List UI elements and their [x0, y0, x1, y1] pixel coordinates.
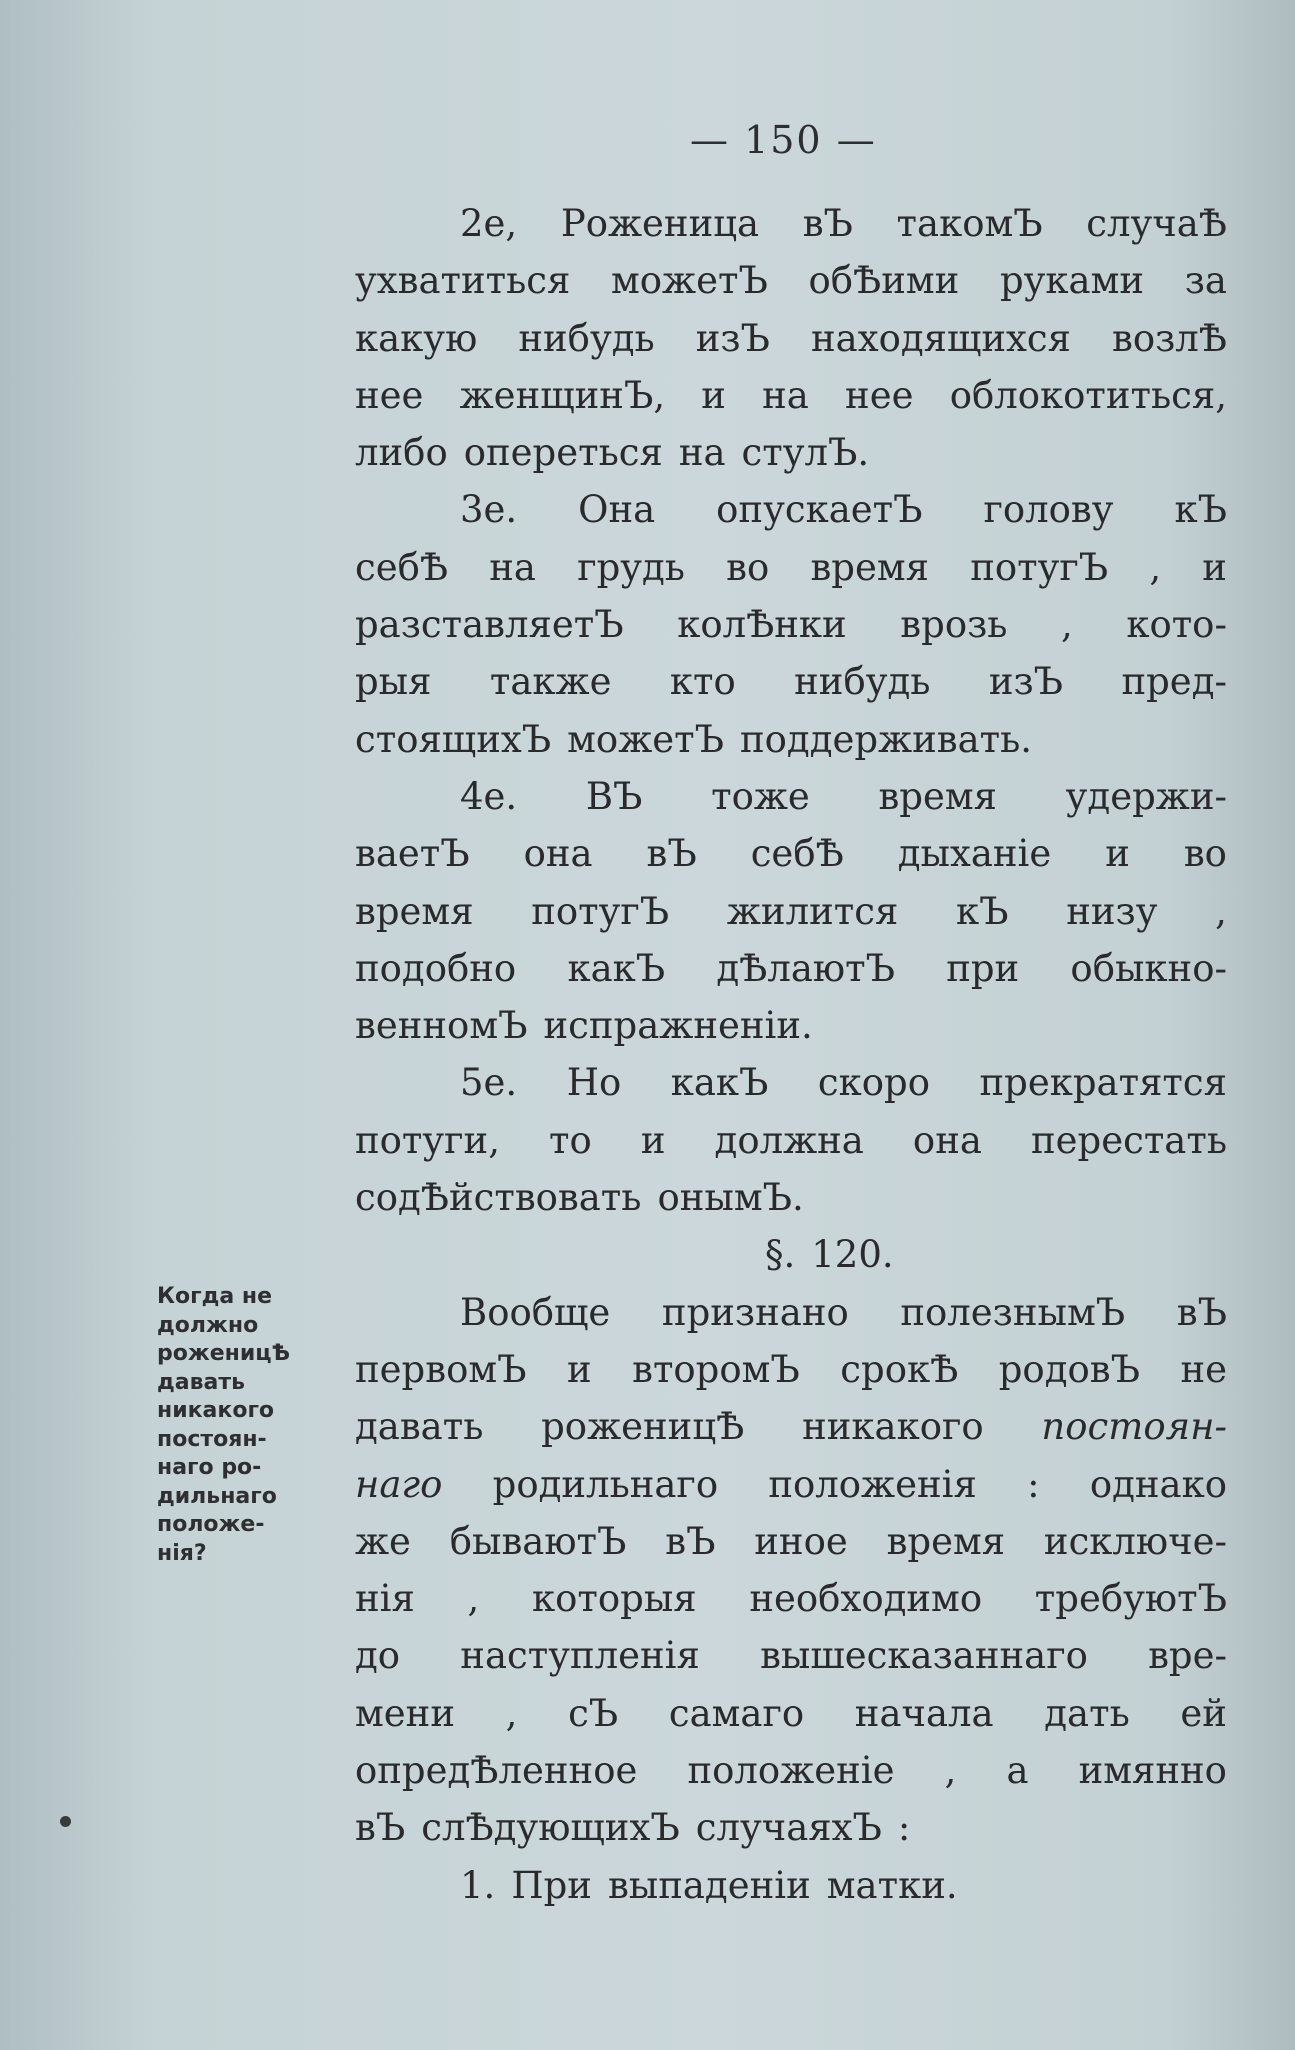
word: дать — [1044, 1691, 1130, 1735]
word: родильнаго — [492, 1462, 719, 1506]
word: испражненіи. — [543, 1004, 813, 1048]
word: какЪ — [670, 1061, 769, 1105]
word: на — [678, 431, 726, 475]
word: рыя — [355, 660, 432, 704]
word: , — [1149, 545, 1162, 589]
word: 120. — [811, 1233, 894, 1277]
text-line — [355, 883, 1227, 940]
marginal-note-line: должно — [157, 1312, 259, 1338]
word: кЪ — [1174, 488, 1227, 532]
word: слѢдующихЪ — [421, 1806, 680, 1850]
word: удержи- — [1065, 774, 1227, 818]
text-line — [355, 1169, 1227, 1226]
word: начала — [854, 1691, 994, 1735]
word: вЪ — [802, 202, 853, 245]
text-line — [355, 367, 1227, 424]
text-line — [355, 768, 1227, 825]
word: требуютЪ — [1034, 1577, 1227, 1621]
word: же — [355, 1519, 411, 1563]
word: онымЪ. — [657, 1176, 804, 1220]
word: перестать — [1030, 1118, 1227, 1162]
marginal-note-line: дильнаго — [157, 1483, 277, 1509]
word: на — [762, 373, 809, 417]
marginal-note-line: нія? — [157, 1540, 207, 1566]
word: вЪ — [355, 1806, 406, 1850]
word: никакого — [802, 1405, 984, 1449]
word: , — [467, 1577, 480, 1621]
word: такомЪ — [896, 202, 1043, 245]
word: необходимо — [749, 1577, 983, 1621]
word: вЪ — [646, 832, 697, 876]
word: положеніе — [687, 1749, 895, 1793]
text-line — [355, 195, 1227, 252]
text-line — [355, 1857, 1227, 1914]
word: до — [355, 1634, 401, 1678]
marginal-note — [157, 1283, 327, 1568]
word: вЪ — [1176, 1290, 1227, 1334]
word: полезнымЪ — [900, 1290, 1126, 1334]
word: второмЪ — [632, 1347, 800, 1391]
text-line — [355, 1627, 1227, 1684]
word: 1. — [460, 1863, 496, 1907]
word: кто — [669, 660, 736, 704]
paper-speck — [60, 1816, 71, 1827]
word: и — [566, 1347, 592, 1391]
word: какЪ — [567, 946, 666, 990]
word: подобно — [355, 946, 517, 990]
word: голову — [983, 488, 1114, 532]
word: выпаденіи — [607, 1863, 811, 1907]
word: ваетЪ — [355, 832, 470, 876]
word: 3е. — [460, 488, 518, 532]
word: : — [897, 1806, 911, 1850]
word: дѢлаютЪ — [716, 946, 895, 990]
word: вышесказаннаго — [760, 1634, 1088, 1678]
word: §. — [765, 1233, 796, 1277]
word: а — [1006, 1749, 1029, 1793]
word: кото- — [1126, 603, 1227, 647]
word: тоже — [711, 774, 810, 818]
word: прекратятся — [979, 1061, 1227, 1105]
word: опереться — [463, 431, 663, 475]
word: и — [1202, 545, 1227, 589]
word: : — [1027, 1462, 1040, 1506]
page-number: — 150 — — [690, 118, 877, 162]
marginal-note-line: никакого — [157, 1398, 275, 1423]
main-text-block — [355, 195, 1227, 1914]
word: женщинЪ, — [459, 373, 666, 417]
word: разставляетЪ — [355, 603, 624, 647]
word: обыкно- — [1070, 946, 1227, 990]
text-line — [355, 481, 1227, 538]
word: какую — [355, 316, 478, 360]
word: мени — [355, 1691, 455, 1735]
word: возлѢ — [1112, 316, 1227, 360]
word: положенія — [768, 1462, 977, 1506]
word: грудь — [577, 545, 685, 589]
word: изЪ — [695, 316, 770, 360]
word: потугЪ — [970, 545, 1109, 589]
word: колѢнки — [677, 603, 847, 647]
text-line — [355, 252, 1227, 309]
text-line — [355, 1398, 1227, 1455]
word: не — [1180, 1347, 1227, 1391]
word: нибудь — [794, 660, 931, 704]
text-line — [355, 1054, 1227, 1111]
word: можетЪ — [610, 259, 768, 303]
word: она — [523, 832, 593, 876]
word: поддерживать. — [740, 717, 1033, 761]
word: опредѢленное — [355, 1749, 638, 1793]
word: изЪ — [988, 660, 1064, 704]
marginal-note-line: постоян- — [157, 1426, 267, 1452]
word: нія — [355, 1577, 415, 1621]
text-line — [355, 1742, 1227, 1799]
text-line — [355, 1685, 1227, 1742]
word: ВЪ — [585, 774, 643, 818]
word: 4е. — [460, 774, 518, 818]
text-line — [355, 1341, 1227, 1398]
word: за — [1184, 259, 1227, 303]
word: случаѢ — [1086, 202, 1227, 245]
word: потуги, — [355, 1118, 500, 1162]
word: себѢ — [355, 545, 449, 589]
word: давать — [355, 1405, 484, 1449]
word: то — [549, 1118, 592, 1162]
word: 5е. — [460, 1061, 518, 1105]
word: матки. — [826, 1863, 958, 1907]
word: наступленія — [460, 1634, 700, 1678]
word: находящихся — [810, 316, 1071, 360]
word: , — [1060, 603, 1073, 647]
text-line — [355, 596, 1227, 653]
word: исключе- — [1043, 1519, 1227, 1563]
word: во — [726, 545, 770, 589]
word: время — [886, 1519, 1006, 1563]
word: Роженица — [560, 202, 760, 245]
word: опускаетЪ — [716, 488, 923, 532]
word: она — [912, 1118, 982, 1162]
word: признано — [661, 1290, 849, 1334]
text-line — [355, 711, 1227, 768]
word: скоро — [817, 1061, 930, 1105]
word: и — [701, 373, 726, 417]
word: постоян- — [1041, 1405, 1227, 1449]
word: нее — [845, 373, 914, 417]
word: роженицѢ — [541, 1405, 745, 1449]
word: себѢ — [750, 832, 844, 876]
word: дыханіе — [897, 832, 1052, 876]
word: наго — [355, 1462, 443, 1506]
word: при — [946, 946, 1020, 990]
word: время — [878, 774, 997, 818]
word: венномЪ — [355, 1004, 528, 1048]
word: которыя — [532, 1577, 697, 1621]
marginal-note-line: наго ро- — [157, 1455, 262, 1480]
word: Она — [578, 488, 656, 532]
word: на — [489, 545, 536, 589]
word: и — [640, 1118, 666, 1162]
word: стулЪ. — [741, 431, 870, 475]
marginal-note-line: роженицѢ — [157, 1341, 291, 1366]
text-line — [355, 997, 1227, 1054]
word: во — [1183, 832, 1227, 876]
text-line — [355, 539, 1227, 596]
word: бываютЪ — [449, 1519, 627, 1563]
word: нее — [355, 373, 424, 417]
word: время — [355, 889, 474, 933]
word: ей — [1180, 1691, 1227, 1735]
word: время — [810, 545, 929, 589]
word: либо — [355, 431, 448, 475]
word: иное — [754, 1519, 848, 1563]
word: родовЪ — [998, 1347, 1140, 1391]
word: самаго — [668, 1691, 805, 1735]
word: имянно — [1078, 1749, 1227, 1793]
text-line — [355, 940, 1227, 997]
word: руками — [999, 259, 1145, 303]
word: обѢими — [808, 259, 960, 303]
word: При — [511, 1863, 592, 1907]
word: ухватиться — [355, 259, 571, 303]
word: вре- — [1148, 1634, 1227, 1678]
word: 2е, — [460, 202, 518, 245]
text-line — [355, 825, 1227, 882]
marginal-note-line: давать — [157, 1369, 246, 1395]
marginal-note-line: Когда не — [157, 1284, 272, 1309]
word: первомЪ — [355, 1347, 527, 1391]
text-line — [355, 1513, 1227, 1570]
word: потугЪ — [531, 889, 670, 933]
word: нибудь — [518, 316, 655, 360]
text-line — [355, 1799, 1227, 1856]
word: жилится — [726, 889, 899, 933]
word: случаяхЪ — [695, 1806, 882, 1850]
text-line — [355, 1112, 1227, 1169]
word: пред- — [1121, 660, 1227, 704]
word: кЪ — [955, 889, 1009, 933]
word: стоящихЪ — [355, 717, 552, 761]
word: вЪ — [665, 1519, 716, 1563]
word: низу — [1066, 889, 1158, 933]
marginal-note-line: положе- — [157, 1512, 265, 1537]
word: облокотиться, — [949, 373, 1227, 417]
text-line — [355, 1226, 1227, 1283]
text-line — [355, 653, 1227, 710]
word: содѢйствовать — [355, 1176, 642, 1220]
text-line — [355, 424, 1227, 481]
word: врозь — [900, 603, 1008, 647]
word: сЪ — [568, 1691, 619, 1735]
text-line — [355, 1456, 1227, 1513]
word: также — [489, 660, 612, 704]
text-line — [355, 310, 1227, 367]
text-line — [355, 1284, 1227, 1341]
text-line — [355, 1570, 1227, 1627]
word: , — [505, 1691, 518, 1735]
word: , — [944, 1749, 957, 1793]
word: можетЪ — [567, 717, 724, 761]
word: однако — [1089, 1462, 1227, 1506]
word: Вообще — [460, 1290, 611, 1334]
word: должна — [714, 1118, 864, 1162]
word: , — [1215, 889, 1227, 933]
word: срокѢ — [840, 1347, 959, 1391]
word: Но — [566, 1061, 622, 1105]
word: и — [1105, 832, 1130, 876]
